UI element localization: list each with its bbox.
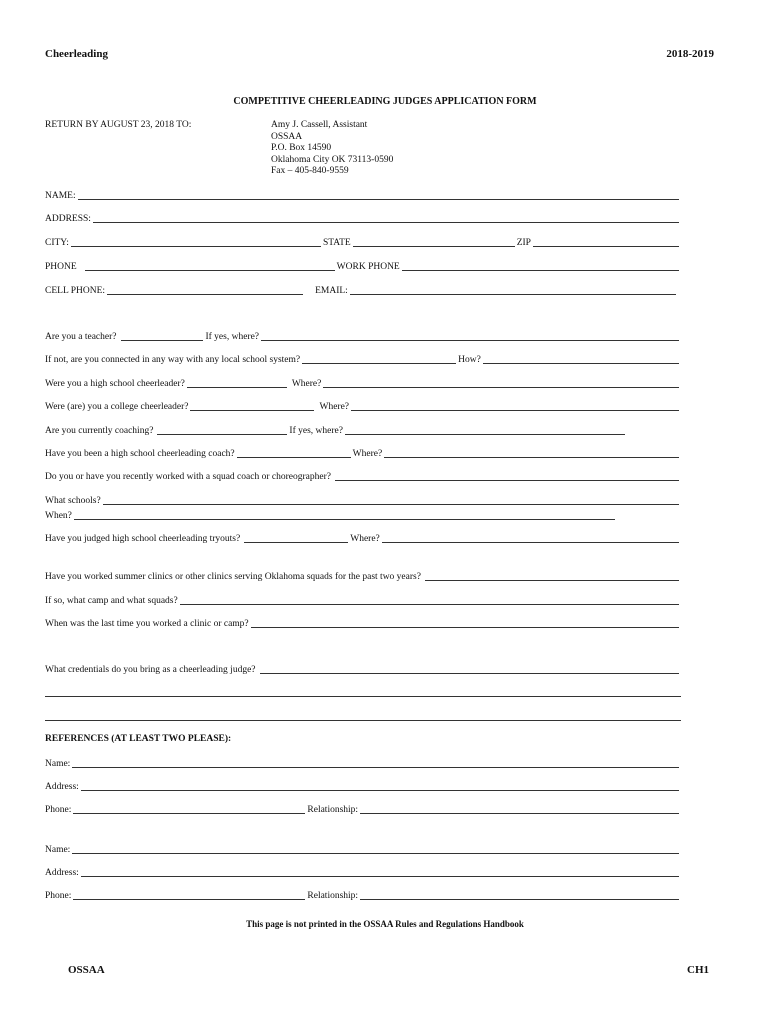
phone-label: PHONE (45, 262, 77, 272)
camp-row (45, 593, 681, 607)
ref2-phone-field[interactable] (73, 890, 305, 900)
hs-cheer-where-label: Where? (291, 379, 322, 389)
last-time-row (45, 616, 681, 630)
email-label: EMAIL: (315, 286, 348, 296)
ref1-name-label: Name: (45, 759, 71, 769)
zip-label: ZIP (516, 238, 531, 248)
connected-row (45, 352, 681, 366)
work-phone-field[interactable] (402, 261, 679, 271)
ref2-relationship-field[interactable] (360, 890, 679, 900)
teacher-where-field[interactable] (261, 331, 679, 341)
coaching-row (45, 423, 681, 437)
clinics-row (45, 569, 681, 583)
ref2-relationship-label: Relationship: (307, 891, 359, 901)
header-left: Cheerleading (45, 48, 108, 60)
cell-phone-field[interactable] (107, 285, 303, 295)
coaching-field[interactable] (157, 425, 287, 435)
ref1-relationship-field[interactable] (360, 804, 679, 814)
college-cheer-row (45, 399, 681, 413)
credentials-line[interactable] (45, 720, 681, 721)
phone-row (45, 259, 681, 273)
clinics-field[interactable] (425, 571, 679, 581)
teacher-field[interactable] (121, 331, 203, 341)
return-label: RETURN BY AUGUST 23, 2018 TO: (45, 120, 192, 130)
last-time-question: When was the last time you worked a clinic or camp? (45, 619, 249, 629)
hs-coach-field[interactable] (237, 448, 351, 458)
teacher-row (45, 329, 681, 343)
coaching-question: Are you currently coaching? (45, 426, 154, 436)
credentials-line[interactable] (45, 696, 681, 697)
city-field[interactable] (71, 237, 321, 247)
connected-field[interactable] (302, 354, 456, 364)
ref2-address-field[interactable] (81, 867, 679, 877)
return-address-line: Fax – 405-840-9559 (271, 166, 349, 177)
last-time-field[interactable] (251, 618, 679, 628)
header-right: 2018-2019 (666, 48, 714, 60)
return-address-line: P.O. Box 14590 (271, 143, 332, 154)
credentials-field[interactable] (260, 664, 680, 674)
work-phone-label: WORK PHONE (336, 262, 400, 272)
hs-cheer-field[interactable] (187, 378, 287, 388)
hs-coach-row (45, 446, 681, 460)
judged-field[interactable] (244, 533, 348, 543)
schools-field[interactable] (103, 495, 679, 505)
hs-coach-where-label: Where? (352, 449, 383, 459)
hs-cheer-where-field[interactable] (323, 378, 679, 388)
college-cheer-where-field[interactable] (351, 401, 679, 411)
hs-coach-question: Have you been a high school cheerleading coach? (45, 449, 235, 459)
judged-where-label: Where? (350, 534, 380, 544)
return-address-line: OSSAA (271, 131, 303, 142)
email-field[interactable] (350, 285, 676, 295)
return-address-line: Oklahoma City OK 73113-0590 (271, 154, 394, 165)
ref2-name-field[interactable] (72, 844, 679, 854)
cell-email-row (45, 283, 681, 297)
return-address-line: Amy J. Cassell, Assistant (271, 120, 368, 130)
ref2-phone-label: Phone: (45, 891, 72, 901)
judged-where-field[interactable] (382, 533, 679, 543)
when-question: When? (45, 511, 72, 521)
college-cheer-question: Were (are) you a college cheerleader? (45, 402, 189, 412)
when-field[interactable] (74, 510, 615, 520)
camp-field[interactable] (180, 595, 679, 605)
name-label: NAME: (45, 191, 76, 201)
ref1-phone-field[interactable] (73, 804, 305, 814)
state-label: STATE (322, 238, 351, 248)
name-row (45, 188, 681, 202)
ref1-address-label: Address: (45, 782, 79, 792)
city-row (45, 235, 681, 249)
footer-right: CH1 (687, 964, 709, 976)
return-address (271, 120, 393, 178)
ref2-address-row (45, 865, 681, 879)
how-label: How? (458, 355, 481, 365)
handbook-note: This page is not printed in the OSSAA Rules and Regulations Handbook (246, 919, 524, 929)
address-row (45, 211, 681, 225)
ref1-address-field[interactable] (81, 781, 679, 791)
city-label: CITY: (45, 238, 69, 248)
hs-coach-where-field[interactable] (384, 448, 679, 458)
ref2-name-row (45, 842, 681, 856)
coaching-where-label: If yes, where? (289, 426, 343, 436)
state-field[interactable] (353, 237, 515, 247)
ref2-address-label: Address: (45, 868, 79, 878)
how-field[interactable] (483, 354, 679, 364)
camp-question: If so, what camp and what squads? (45, 596, 178, 606)
ref2-phone-row (45, 888, 681, 902)
name-field[interactable] (78, 190, 679, 200)
ref1-address-row (45, 779, 681, 793)
schools-row (45, 493, 681, 507)
when-row (45, 508, 681, 522)
credentials-row (45, 662, 681, 676)
zip-field[interactable] (533, 237, 679, 247)
teacher-where-label: If yes, where? (205, 332, 260, 342)
references-heading: REFERENCES (AT LEAST TWO PLEASE): (45, 734, 232, 744)
ref1-phone-label: Phone: (45, 805, 72, 815)
college-cheer-field[interactable] (190, 401, 314, 411)
squad-coach-row (45, 469, 681, 483)
ref2-name-label: Name: (45, 845, 71, 855)
college-cheer-where-label: Where? (319, 402, 350, 412)
hs-cheer-question: Were you a high school cheerleader? (45, 379, 185, 389)
squad-coach-field[interactable] (335, 471, 679, 481)
ref1-name-field[interactable] (72, 758, 679, 768)
clinics-question: Have you worked summer clinics or other clinics serving Oklahoma squads for the past two years? (45, 572, 421, 582)
cell-phone-label: CELL PHONE: (45, 286, 106, 296)
credentials-question: What credentials do you bring as a cheerleading judge? (45, 665, 256, 675)
address-field[interactable] (93, 213, 679, 223)
ref1-relationship-label: Relationship: (307, 805, 359, 815)
ref1-phone-row (45, 802, 681, 816)
footer-left: OSSAA (68, 964, 105, 976)
connected-question: If not, are you connected in any way with any local school system? (45, 355, 301, 365)
schools-question: What schools? (45, 496, 101, 506)
squad-coach-question: Do you or have you recently worked with a squad coach or choreographer? (45, 472, 331, 482)
judged-row (45, 531, 681, 545)
ref1-name-row (45, 756, 681, 770)
teacher-question: Are you a teacher? (45, 332, 117, 342)
hs-cheer-row (45, 376, 681, 390)
phone-field[interactable] (85, 261, 335, 271)
form-title: COMPETITIVE CHEERLEADING JUDGES APPLICATION FORM (233, 96, 537, 107)
address-label: ADDRESS: (45, 214, 91, 224)
judged-question: Have you judged high school cheerleading tryouts? (45, 534, 241, 544)
coaching-where-field[interactable] (345, 425, 625, 435)
